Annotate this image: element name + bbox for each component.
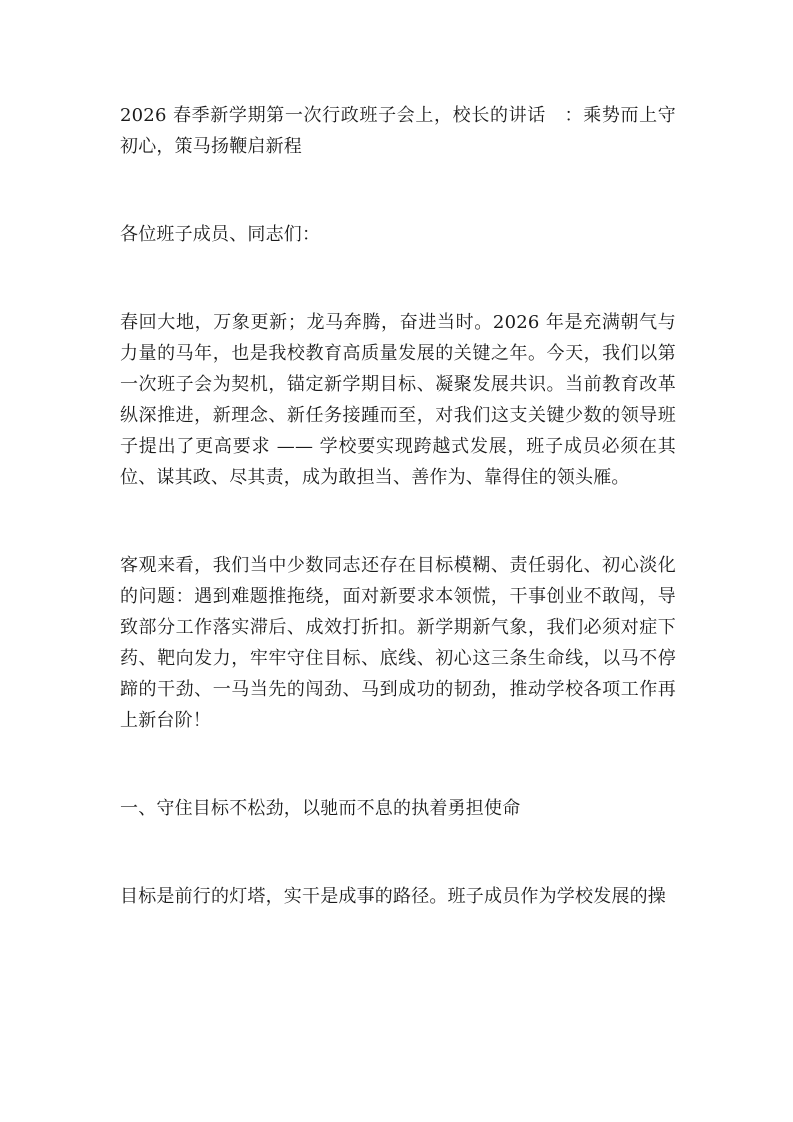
paragraph-problems: 客观来看，我们当中少数同志还存在目标模糊、责任弱化、初心淡化的问题：遇到难题推拖绕，面对新要求本领慌，干事创业不敢闯，导致部分工作落实滞后、成效打折扣。新学期新气象，我们必须对症下药、靶向发力，牢牢守住目标、底线、初心这三条生命线，以马不停蹄的干劲、一马当先的闯劲、马到成功的韧劲，推动学校各项工作再上新台阶！ — [120, 555, 676, 731]
paragraph-opening: 春回大地，万象更新；龙马奔腾，奋进当时。2026 年是充满朝气与力量的马年，也是我校教育高质量发展的关键之年。今天，我们以第一次班子会为契机，锚定新学期目标、凝聚发展共识。当前教育改革纵深推进，新理念、新任务接踵而至，对我们这支关键少数的领导班子提出了更高要求 —— 学校要实现跨越式发展，班子成员必须在其位、谋其政、尽其责，成为敢担当、善作为、靠得住的领头雁。 — [120, 312, 676, 488]
salutation: 各位班子成员、同志们： — [120, 224, 321, 245]
document-body — [120, 100, 676, 912]
paragraph-section-one: 目标是前行的灯塔，实干是成事的路径。班子成员作为学校发展的操 — [120, 886, 666, 907]
section-heading: 一、守住目标不松劲，以驰而不息的执着勇担使命 — [120, 798, 521, 819]
document-title: 2026 春季新学期第一次行政班子会上，校长的讲话 ：乘势而上守初心，策马扬鞭启新程 — [120, 105, 676, 157]
